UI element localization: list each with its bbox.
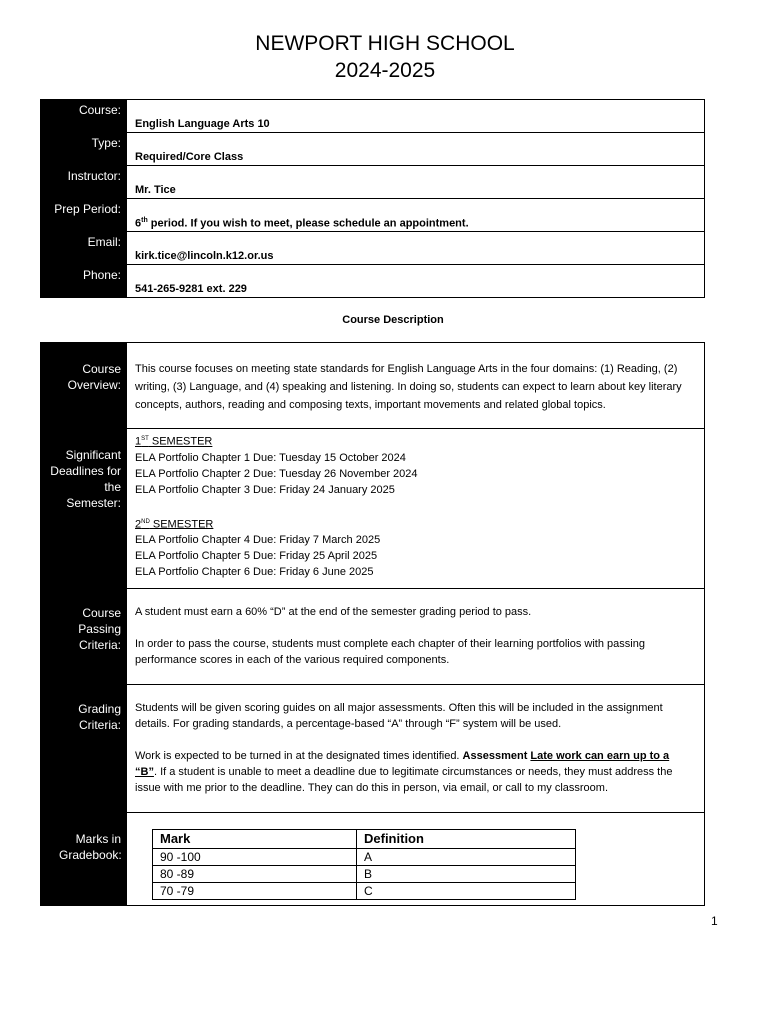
page-number: 1 xyxy=(711,914,718,928)
definition-cell: A xyxy=(357,849,576,866)
course-value: English Language Arts 10 xyxy=(135,118,270,130)
instructor-label: Instructor: xyxy=(41,166,127,198)
passing-criteria-body xyxy=(127,589,704,684)
definition-cell: C xyxy=(357,883,576,900)
prep-period-label: Prep Period: xyxy=(41,199,127,231)
semester-2-heading xyxy=(135,514,694,533)
semester-2-suffix: ND xyxy=(141,518,150,525)
document-header xyxy=(0,30,770,84)
row-grading-criteria xyxy=(41,685,704,813)
semester-2-number: 2 xyxy=(135,518,142,531)
email-value[interactable]: kirk.tice@lincoln.k12.or.us xyxy=(135,250,274,262)
grading-criteria-label: Grading Criteria: xyxy=(41,685,127,812)
grading-criteria-text-1: Students will be given scoring guides on all major assessments. Often this will be included in the assignment details. For grading standards, a percentage-based “A” through “F” system will be used. xyxy=(135,702,663,730)
type-label: Type: xyxy=(41,133,127,165)
deadline-item: ELA Portfolio Chapter 1 Due: Tuesday 15 October 2024 xyxy=(135,451,406,464)
course-label: Course: xyxy=(41,100,127,132)
marks-header-row xyxy=(153,830,576,849)
mark-cell: 80 -89 xyxy=(153,866,357,883)
late-work-bold: Assessment xyxy=(462,750,531,762)
table-row xyxy=(153,866,576,883)
info-row-instructor xyxy=(41,166,704,199)
marks-label: Marks in Gradebook: xyxy=(41,813,127,905)
type-value: Required/Core Class xyxy=(135,151,244,163)
semester-1-word: SEMESTER xyxy=(148,435,213,448)
deadline-item: ELA Portfolio Chapter 4 Due: Friday 7 March 2025 xyxy=(135,534,381,547)
semester-1-number: 1 xyxy=(135,435,142,448)
passing-criteria-text-2: In order to pass the course, students must complete each chapter of their learning portfolios with passing performance scores in each of the various required components. xyxy=(135,638,645,666)
table-row xyxy=(153,849,576,866)
grading-criteria-body xyxy=(127,685,704,812)
mark-cell: 70 -79 xyxy=(153,883,357,900)
column-header-definition: Definition xyxy=(357,830,576,849)
late-work-policy: Late work can earn up to a “B” xyxy=(135,750,670,778)
phone-label: Phone: xyxy=(41,265,127,297)
semester-1-suffix: ST xyxy=(141,436,149,442)
info-row-phone xyxy=(41,265,704,297)
prep-ordinal: 6 xyxy=(135,217,142,230)
info-row-email xyxy=(41,232,704,265)
instructor-value: Mr. Tice xyxy=(135,184,176,196)
late-work-intro: Work is expected to be turned in at the designated times identified. xyxy=(135,750,463,762)
row-course-overview xyxy=(41,343,704,429)
deadline-item: ELA Portfolio Chapter 3 Due: Friday 24 January 2025 xyxy=(135,483,395,496)
mark-cell: 90 -100 xyxy=(153,849,357,866)
prep-period-text: period. If you wish to meet, please schedule an appointment. xyxy=(147,217,469,230)
course-overview-text: This course focuses on meeting state standards for English Language Arts in the four domains: (1) Reading, (2) writing, (3) Language, and (4) speaking and listening. In doing so, students can expect to learn about key literary concepts, authors, reading and composing texts, important movements and related global topics. xyxy=(135,363,682,411)
late-work-details: . If a student is unable to meet a deadline due to legitimate circumstances or needs, they must address the issue with me prior to the deadline. They can do this in person, via email, or call to my classroom. xyxy=(135,766,673,794)
grading-criteria-text-2 xyxy=(135,748,694,796)
school-name: NEWPORT HIGH SCHOOL xyxy=(255,32,515,55)
course-description-table xyxy=(40,342,705,906)
deadline-item: ELA Portfolio Chapter 5 Due: Friday 25 April 2025 xyxy=(135,550,378,563)
definition-cell: B xyxy=(357,866,576,883)
prep-period-value xyxy=(127,199,704,231)
passing-criteria-label: Course Passing Criteria: xyxy=(41,589,127,684)
course-description-heading: Course Description xyxy=(342,314,444,326)
deadlines-label: Significant Deadlines for the Semester: xyxy=(41,429,127,588)
deadlines-body xyxy=(127,429,704,588)
info-row-course xyxy=(41,100,704,133)
phone-value: 541-265-9281 ext. 229 xyxy=(135,283,247,295)
info-row-type xyxy=(41,133,704,166)
course-overview-body xyxy=(127,343,704,428)
marks-table xyxy=(152,829,576,900)
school-year: 2024-2025 xyxy=(334,59,436,82)
passing-criteria-text-1: A student must earn a 60% “D” at the end of the semester grading period to pass. xyxy=(135,606,532,618)
row-significant-deadlines xyxy=(41,429,704,589)
semester-1-heading xyxy=(135,431,694,450)
deadline-item: ELA Portfolio Chapter 2 Due: Tuesday 26 November 2024 xyxy=(135,467,418,480)
row-marks-in-gradebook xyxy=(41,813,704,905)
course-overview-label: Course Overview: xyxy=(41,343,127,428)
row-course-passing-criteria xyxy=(41,589,704,685)
email-label: Email: xyxy=(41,232,127,264)
prep-ordinal-suffix: th xyxy=(141,217,148,224)
column-header-mark: Mark xyxy=(153,830,357,849)
marks-body xyxy=(127,813,704,905)
semester-2-word: SEMESTER xyxy=(149,518,214,531)
info-row-prep-period xyxy=(41,199,704,232)
course-info-table xyxy=(40,99,705,298)
deadline-item: ELA Portfolio Chapter 6 Due: Friday 6 June 2025 xyxy=(135,566,374,579)
table-row xyxy=(153,883,576,900)
